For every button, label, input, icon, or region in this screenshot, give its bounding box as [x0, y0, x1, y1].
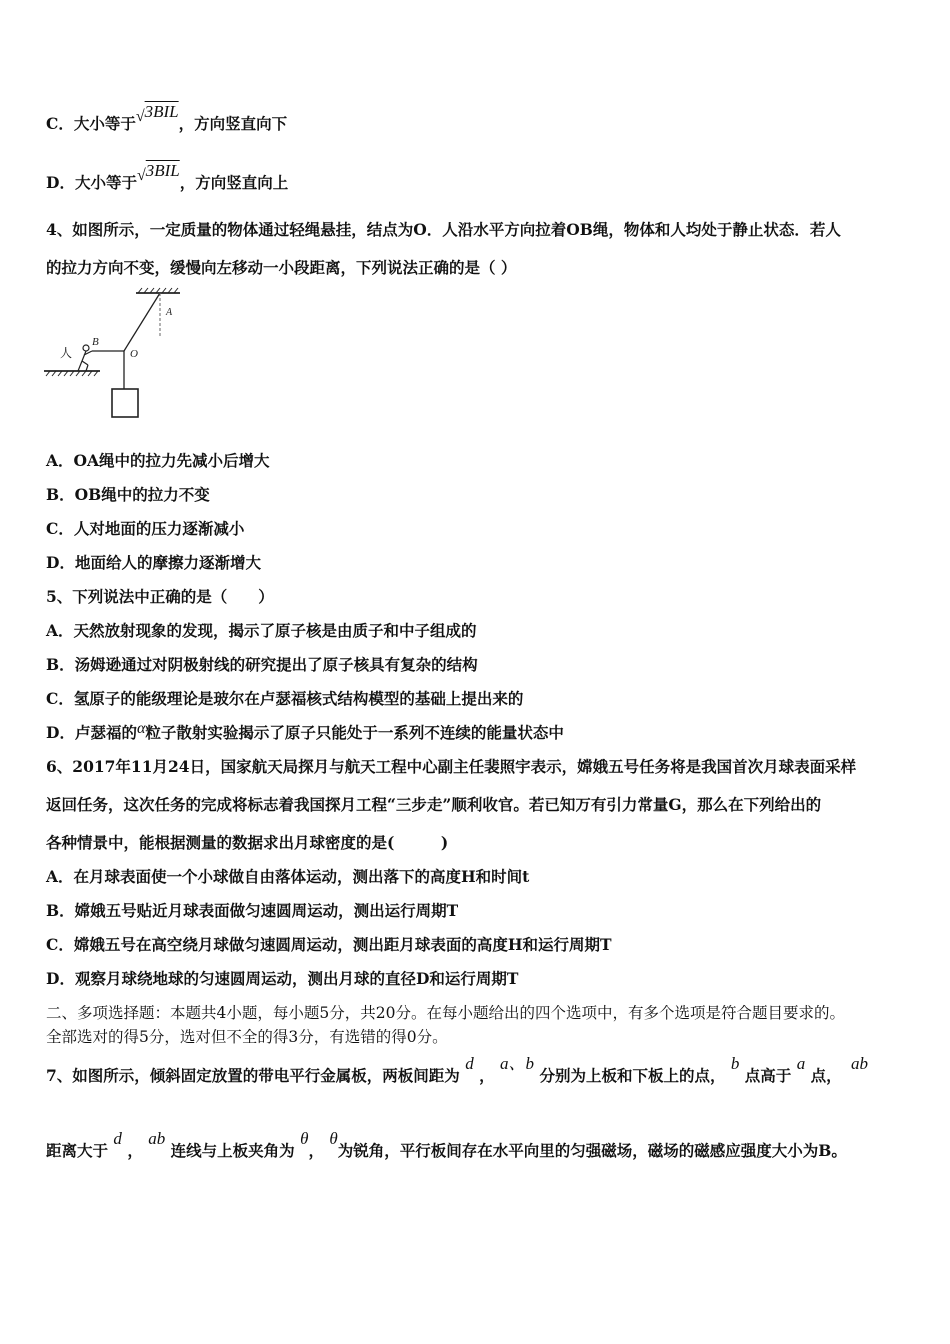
q6-option-b: B．嫦娥五号贴近月球表面做匀速圆周运动，测出运行周期T — [46, 901, 459, 920]
q7-l2-comma2: ， — [308, 1141, 324, 1160]
q5-option-d-suffix: 粒子散射实验揭示了原子只能处于一系列不连续的能量状态中 — [145, 723, 564, 742]
hanging-box — [112, 389, 138, 417]
q7-l2-var-d: d — [113, 1129, 122, 1148]
rope-oa — [124, 293, 160, 351]
q7-var-d: d — [465, 1054, 474, 1073]
section2-line2: 全部选对的得5分，选对但不全的得3分，有选错的得0分。 — [46, 1028, 448, 1046]
q7-var-a: a — [796, 1054, 806, 1073]
q3-option-d-prefix: D．大小等于 — [46, 173, 137, 192]
q6-option-d: D．观察月球绕地球的匀速圆周运动，测出月球的直径D和运行周期T — [46, 969, 519, 988]
q5-option-b: B．汤姆逊通过对阴极射线的研究提出了原子核具有复杂的结构 — [46, 655, 478, 674]
q6-stem-line3: 各种情景中，能根据测量的数据求出月球密度的是( ) — [46, 833, 449, 852]
q7-line2 — [46, 1129, 847, 1161]
q3-option-d — [46, 161, 289, 194]
q3-option-d-suffix: ，方向竖直向上 — [179, 173, 289, 192]
q5-option-d — [46, 720, 564, 744]
sqrt-symbol: √ — [136, 167, 146, 184]
q7-l2-text-a: 距离大于 — [46, 1141, 109, 1160]
q4-option-b: B．OB绳中的拉力不变 — [46, 485, 210, 504]
q7-l2-text-c: 连线与上板夹角为 — [170, 1141, 295, 1160]
q7-theta2: θ — [329, 1129, 338, 1148]
q4-option-a: A．OA绳中的拉力先减小后增大 — [46, 451, 270, 470]
q5-stem: 5、下列说法中正确的是（ ） — [46, 587, 274, 606]
q7-theta: θ — [300, 1129, 309, 1148]
q6-stem-line2: 返回任务，这次任务的完成将标志着我国探月工程“三步走”顺利收官。若已知万有引力常量G，那么在下列给出的 — [46, 795, 822, 814]
q7-l2-var-ab: ab — [148, 1129, 166, 1148]
q7-l2-text-e: 为锐角，平行板间存在水平向里的匀强磁场，磁场的磁感应强度大小为B。 — [337, 1141, 847, 1160]
q5-option-a: A．天然放射现象的发现，揭示了原子核是由质子和中子组成的 — [46, 621, 477, 640]
section2-line1: 二、多项选择题：本题共4小题，每小题5分，共20分。在每小题给出的四个选项中，有多个选项是符合题目要求的。 — [46, 1004, 845, 1022]
q4-option-c: C．人对地面的压力逐渐减小 — [46, 519, 245, 538]
q7-var-ab: a、b — [500, 1054, 535, 1073]
q7-line1 — [46, 1054, 869, 1086]
person-figure — [78, 345, 92, 371]
q5-option-d-prefix: D．卢瑟福的 — [46, 723, 137, 742]
q4-figure — [40, 285, 190, 425]
q3-option-c-suffix: ，方向竖直向下 — [178, 114, 288, 133]
q7-l2-comma: ， — [127, 1141, 143, 1160]
q5-option-c: C．氢原子的能级理论是玻尔在卢瑟福核式结构模型的基础上提出来的 — [46, 689, 524, 708]
q7-var-b: b — [730, 1054, 740, 1073]
q3-option-c-prefix: C．大小等于 — [46, 114, 136, 133]
alpha-symbol: α — [136, 720, 146, 737]
q6-option-a: A．在月球表面使一个小球做自由落体运动，测出落下的高度H和时间t — [46, 867, 530, 886]
q6-option-c: C．嫦娥五号在高空绕月球做匀速圆周运动，测出距月球表面的高度H和运行周期T — [46, 935, 612, 954]
q3-option-d-formula: 3BIL — [145, 161, 180, 180]
q4-stem-line2: 的拉力方向不变，缓慢向左移动一小段距离，下列说法正确的是（ ） — [46, 258, 517, 277]
q7-l1-text-c: 分别为上板和下板上的点， — [539, 1066, 726, 1085]
q7-l1-text-e: 点高于 — [744, 1066, 792, 1085]
q4-option-d: D．地面给人的摩擦力逐渐增大 — [46, 553, 261, 572]
q7-l1-text-a: 7、如图所示，倾斜固定放置的带电平行金属板，两板间距为 — [46, 1066, 460, 1085]
label-b: B — [92, 336, 99, 348]
label-a: A — [166, 307, 173, 318]
q4-stem-line1: 4、如图所示，一定质量的物体通过轻绳悬挂，结点为O．人沿水平方向拉着OB绳，物体和人均处于静止状态．若人 — [46, 220, 841, 239]
q3-option-c — [46, 102, 288, 135]
label-o: O — [130, 348, 138, 360]
q3-option-c-formula: 3BIL — [144, 102, 179, 121]
q7-l1-text-f: 点， — [810, 1066, 842, 1085]
label-person: 人 — [60, 346, 73, 360]
q6-stem-line1: 6、2017年11月24日，国家航天局探月与航天工程中心副主任裴照宇表示，嫦娥五号任务将是我国首次月球表面采样 — [46, 757, 857, 776]
q7-var-ab2: ab — [851, 1054, 869, 1073]
q7-l1-comma: ， — [479, 1066, 495, 1085]
sqrt-symbol: √ — [135, 108, 145, 125]
